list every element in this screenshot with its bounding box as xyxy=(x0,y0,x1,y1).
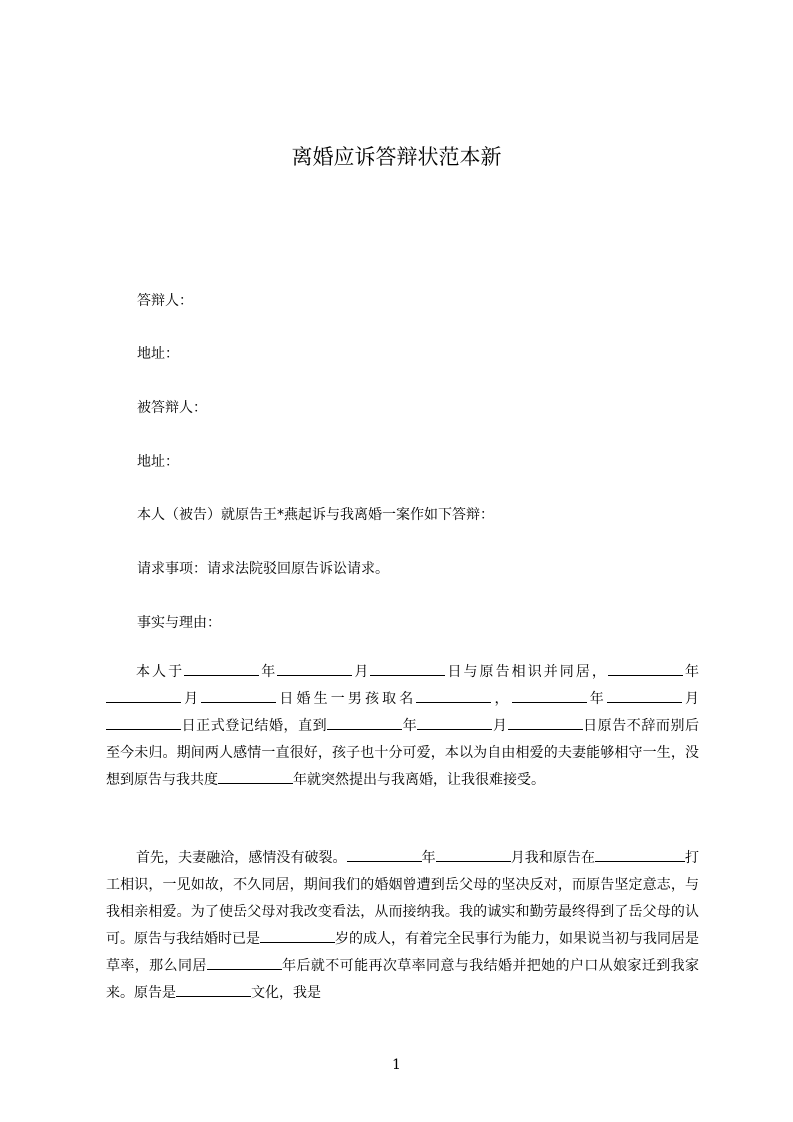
plaintiff-address-label: 地址： xyxy=(137,454,179,470)
blank-line xyxy=(370,661,445,676)
blank-line xyxy=(436,847,511,862)
blank-line xyxy=(327,715,402,730)
respondent-label: 答辩人： xyxy=(137,293,193,309)
intro-statement: 本人（被告）就原告王*燕起诉与我离婚一案作如下答辩： xyxy=(137,507,494,523)
blank-line xyxy=(106,688,181,703)
blank-line xyxy=(347,847,422,862)
page-number: 1 xyxy=(392,1057,401,1073)
document-title: 离婚应诉答辩状范本新 xyxy=(291,145,502,169)
plaintiff-label: 被答辩人： xyxy=(137,400,207,416)
blank-line xyxy=(184,661,259,676)
blank-line xyxy=(608,661,683,676)
blank-line xyxy=(607,688,682,703)
blank-line xyxy=(201,688,276,703)
blank-line xyxy=(508,715,583,730)
blank-line xyxy=(417,715,492,730)
request-statement: 请求事项：请求法院驳回原告诉讼请求。 xyxy=(137,561,389,577)
blank-line xyxy=(277,661,352,676)
blank-line xyxy=(207,955,282,970)
blank-line xyxy=(595,847,685,862)
blank-line xyxy=(260,928,335,943)
facts-heading: 事实与理由： xyxy=(137,615,221,631)
blank-line xyxy=(512,688,587,703)
facts-paragraph-2: 首先，夫妻融洽，感情没有破裂。 年 月我和原告在 打工相识，一见如故，不久同居，期间我们的婚姻曾遭到岳父母的坚决反对，而原告坚定意志，与我相亲相爱。为了使岳父母对我改变看法，从而接纳我。我的诚实和勤劳最终得到了岳父母的认可。原告与我结婚时已是 岁的成人，有着完全民事行为能力，如果说当初与我同居是草率，那么同居 年后就不可能再次草率同意与我结婚并把她的户口从娘家迁到我家来。原告是 文化，我是 xyxy=(106,845,699,1007)
respondent-address-label: 地址： xyxy=(137,346,179,362)
blank-line xyxy=(106,715,181,730)
facts-paragraph-1: 本人于 年 月 日与原告相识并同居， 年月 日婚生一男孩取名 ， 年 月日正式登记结婚，直到 年 月 日原告不辞而别后至今未归。期间两人感情一直很好，孩子也十分可爱，本以为自由相爱的夫妻能够相守一生，没想到原告与我共度 年就突然提出与我离婚，让我很难接受。 xyxy=(106,659,699,794)
blank-line xyxy=(176,982,251,997)
blank-line xyxy=(218,769,293,784)
blank-line xyxy=(416,688,491,703)
